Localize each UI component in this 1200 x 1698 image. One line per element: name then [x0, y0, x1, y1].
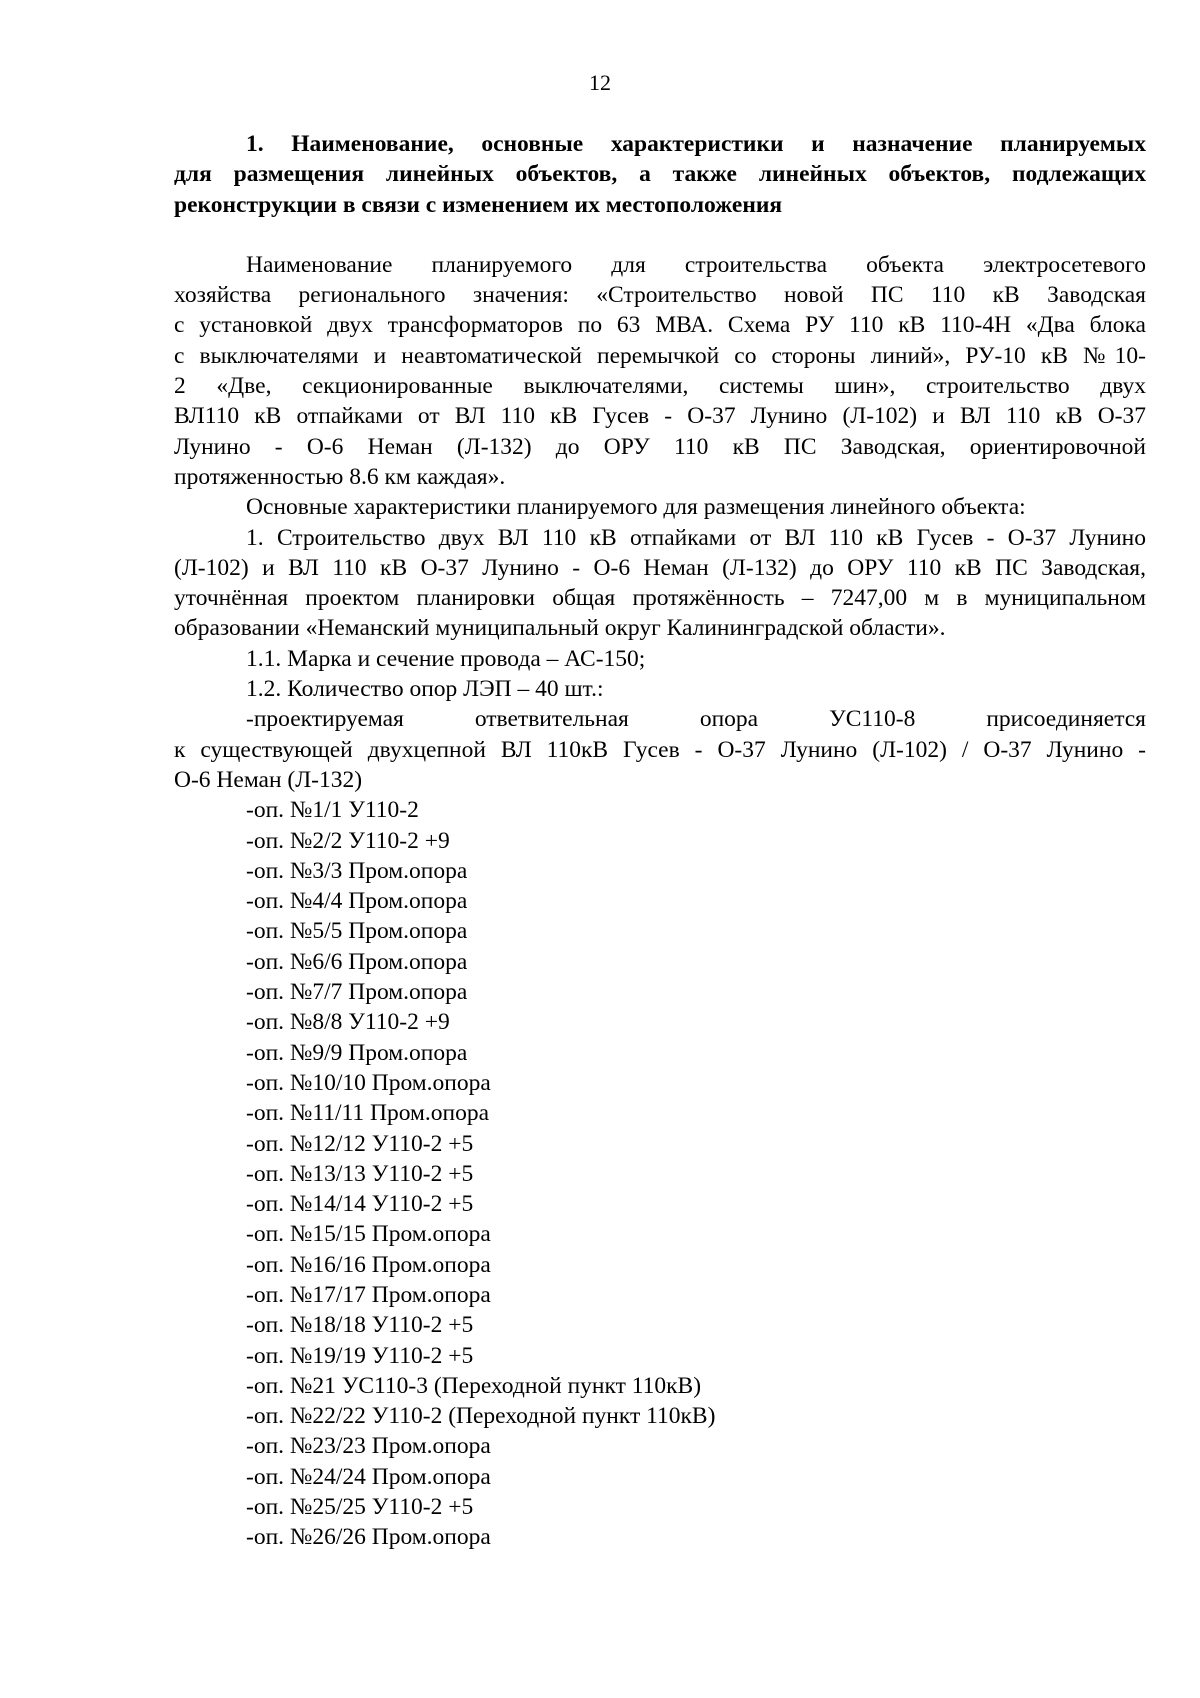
- paragraph-line: -проектируемая ответвительная опора УС110-8 присоединяется: [246, 706, 1146, 733]
- paragraph-construction: [174, 523, 1146, 644]
- paragraph-object-name: [174, 250, 1146, 492]
- support-item: -оп. №4/4 Пром.опора: [246, 888, 468, 915]
- heading-line: 1. Наименование, основные характеристики и назначение планируемых: [246, 131, 1146, 157]
- document-body: [174, 129, 1146, 1553]
- support-item: -оп. №21 УС110-3 (Переходной пункт 110кВ): [246, 1372, 702, 1399]
- paragraph-line: 1. Строительство двух ВЛ 110 кВ отпайками от ВЛ 110 кВ Гусев - О-37 Лунино: [246, 524, 1146, 551]
- paragraph-line: Лунино - О-6 Неман (Л-132) до ОРУ 110 кВ ПС Заводская, ориентировочной: [174, 433, 1146, 460]
- paragraph-line: с выключателями и неавтоматической перемычкой со стороны линий», РУ-10 кВ №10-: [174, 342, 1146, 369]
- item-support-count: 1.2. Количество опор ЛЭП – 40 шт.:: [246, 676, 604, 703]
- support-item: -оп. №25/25 У110-2 +5: [246, 1494, 474, 1521]
- paragraph-line: уточнённая проектом планировки общая протяжённость – 7247,00 м в муниципальном: [174, 585, 1146, 612]
- paragraph-branch-support: [174, 704, 1146, 795]
- support-item: -оп. №26/26 Пром.опора: [246, 1524, 491, 1551]
- support-item: -оп. №8/8 У110-2 +9: [246, 1009, 450, 1036]
- support-item: -оп. №15/15 Пром.опора: [246, 1221, 491, 1248]
- paragraph-line: протяженностью 8.6 км каждая».: [174, 463, 506, 490]
- support-item: -оп. №13/13 У110-2 +5: [246, 1160, 474, 1187]
- paragraph-line: 2 «Две, секционированные выключателями, системы шин», строительство двух: [174, 373, 1146, 400]
- support-item: -оп. №23/23 Пром.опора: [246, 1433, 491, 1460]
- support-item: -оп. №7/7 Пром.опора: [246, 979, 468, 1006]
- support-item: -оп. №11/11 Пром.опора: [246, 1100, 490, 1127]
- support-item: -оп. №12/12 У110-2 +5: [246, 1130, 474, 1157]
- support-item: -оп. №17/17 Пром.опора: [246, 1281, 491, 1308]
- support-item: -оп. №10/10 Пром.опора: [246, 1069, 491, 1096]
- paragraph-line: к существующей двухцепной ВЛ 110кВ Гусев - О-37 Лунино (Л-102) / О-37 Лунино -: [174, 736, 1146, 763]
- supports-list: [174, 795, 1146, 1552]
- section-heading: [174, 129, 1146, 220]
- support-item: -оп. №14/14 У110-2 +5: [246, 1191, 474, 1218]
- heading-line: реконструкции в связи с изменением их местоположения: [174, 191, 783, 218]
- item-wire-brand: 1.1. Марка и сечение провода – АС-150;: [246, 645, 646, 672]
- paragraph-characteristics-intro: Основные характеристики планируемого для размещения линейного объекта:: [246, 494, 1026, 521]
- support-item: -оп. №3/3 Пром.опора: [246, 857, 468, 884]
- support-item: -оп. №24/24 Пром.опора: [246, 1463, 491, 1490]
- support-item: -оп. №5/5 Пром.опора: [246, 918, 468, 945]
- paragraph-line: с установкой двух трансформаторов по 63 МВА. Схема РУ 110 кВ 110-4Н «Два блока: [174, 312, 1146, 339]
- support-item: -оп. №22/22 У110-2 (Переходной пункт 110кВ): [246, 1403, 716, 1430]
- paragraph-line: Наименование планируемого для строительства объекта электросетевого: [246, 251, 1146, 278]
- paragraph-line: ВЛ110 кВ отпайками от ВЛ 110 кВ Гусев - О-37 Лунино (Л-102) и ВЛ 110 кВ О-37: [174, 403, 1146, 430]
- support-item: -оп. №16/16 Пром.опора: [246, 1251, 491, 1278]
- support-item: -оп. №18/18 У110-2 +5: [246, 1312, 474, 1339]
- paragraph-line: О-6 Неман (Л-132): [174, 766, 363, 793]
- paragraph-line: (Л-102) и ВЛ 110 кВ О-37 Лунино - О-6 Неман (Л-132) до ОРУ 110 кВ ПС Заводская,: [174, 554, 1146, 581]
- support-item: -оп. №6/6 Пром.опора: [246, 948, 468, 975]
- page-number: 12: [589, 70, 611, 95]
- support-item: -оп. №19/19 У110-2 +5: [246, 1342, 474, 1369]
- paragraph-line: образовании «Неманский муниципальный округ Калининградской области».: [174, 615, 946, 642]
- support-item: -оп. №2/2 У110-2 +9: [246, 827, 450, 854]
- support-item: -оп. №1/1 У110-2: [246, 797, 419, 824]
- support-item: -оп. №9/9 Пром.опора: [246, 1039, 468, 1066]
- paragraph-line: хозяйства регионального значения: «Строительство новой ПС 110 кВ Заводская: [174, 282, 1146, 309]
- heading-line: для размещения линейных объектов, а также линейных объектов, подлежащих: [174, 161, 1146, 188]
- spacer: [174, 220, 1146, 250]
